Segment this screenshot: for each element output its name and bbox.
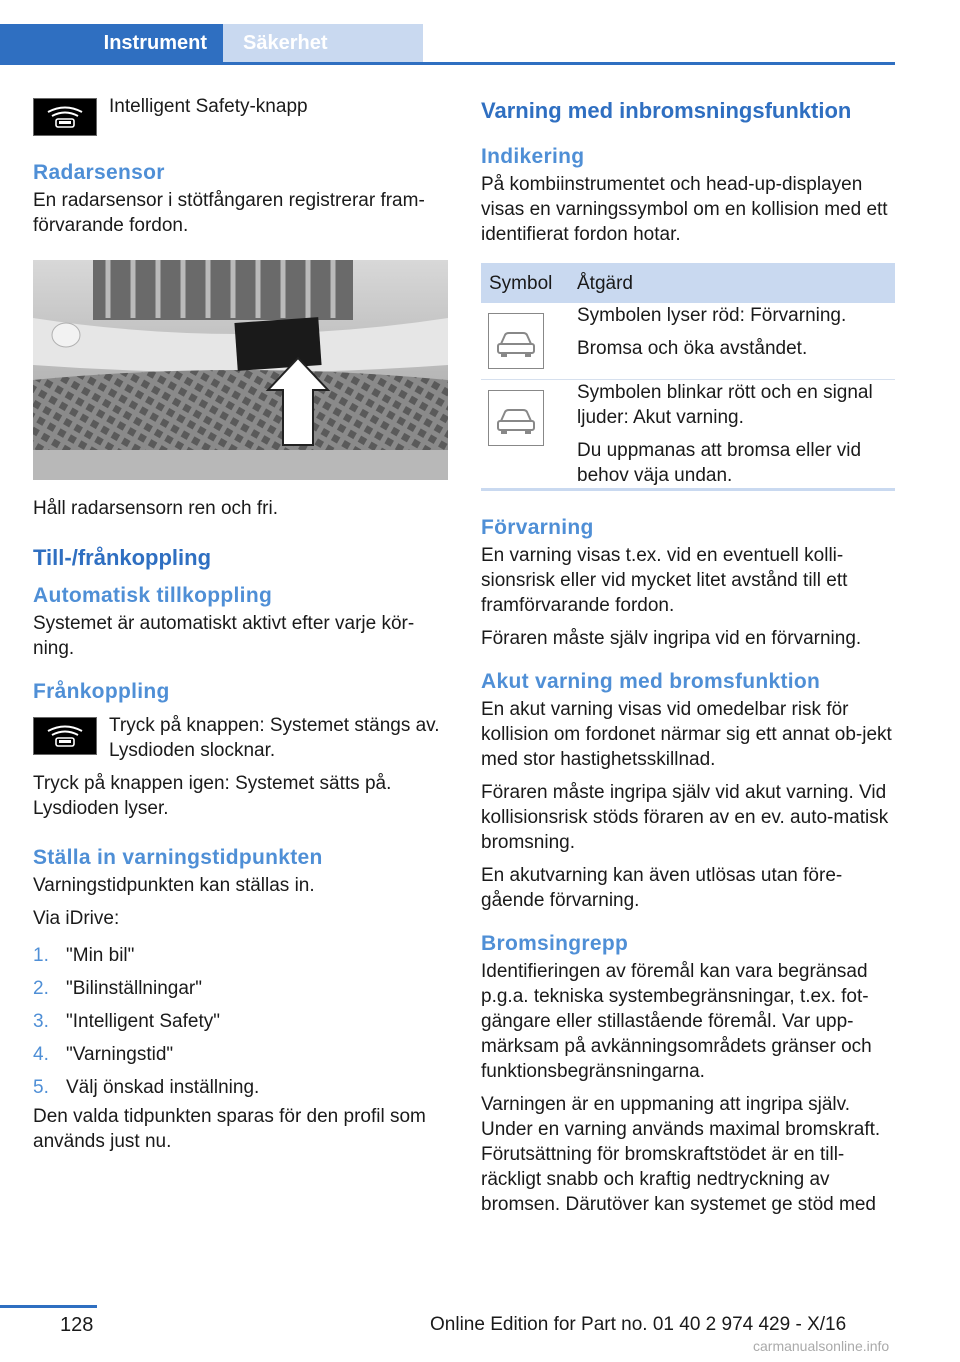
col-symbol: Symbol [481,263,577,303]
car-warning-icon [488,390,544,446]
auto-heading: Automatisk tillkoppling [33,584,273,607]
section-tabs [0,24,895,65]
col-action: Åtgärd [577,263,895,303]
list-item: 5. Välj önskad inställning. [33,1077,260,1098]
akut-text1: En akut varning visas vid omedelbar risk för kollision om fordonet närmar sig ett annat ob-jekt med stor hastighetsskillnad. [481,699,892,770]
indik-text: På kombiinstrumentet och head-up-displayen visas en varningssymbol om en kollision med ett identifierat fordon hotar. [481,174,888,245]
off-heading: Frånkoppling [33,680,170,703]
radar-text: En radarsensor i stötfångaren registrerar fram-förvarande fordon. [33,190,425,236]
table-header [481,263,895,303]
right-column [481,96,895,1217]
symbol-table [481,263,895,491]
intelligent-safety-button-icon [33,98,97,136]
forv-text2: Föraren måste själv ingripa vid en förvarning. [481,628,862,649]
profile-text: Den valda tidpunkten sparas för den profil som används just nu. [33,1106,426,1152]
radar-sensor-photo [33,260,448,480]
car-warning-icon [488,313,544,369]
off-text: Tryck på knappen: Systemet stängs av. Lysdioden slocknar. [109,715,440,761]
broms-heading: Bromsingrepp [481,932,629,955]
watermark: carmanualsonline.info [753,1338,890,1354]
radar-heading: Radarsensor [33,161,165,184]
forv-text1: En varning visas t.ex. vid en eventuell kolli-sionsrisk eller vid mycket litet avstånd till ett framförvarande fordon. [481,545,848,616]
indik-heading: Indikering [481,145,585,168]
footer-rule [0,1305,97,1308]
row1-line1: Symbolen lyser röd: Förvarning. [577,305,847,326]
intelligent-safety-button-icon [33,717,97,755]
timing-heading: Ställa in varningstidpunkten [33,846,323,869]
forv-heading: Förvarning [481,516,594,539]
via-text: Via iDrive: [33,908,120,929]
list-item: 2. "Bilinställningar" [33,978,202,999]
row1-line2: Bromsa och öka avståndet. [577,338,808,359]
main-heading: Varning med inbromsningsfunktion [481,98,852,123]
akut-text3: En akutvarning kan även utlösas utan före-gående förvarning. [481,865,843,911]
row2-line2: Du uppmanas att bromsa eller vid behov väja undan. [577,440,862,486]
list-item: 4. "Varningstid" [33,1044,174,1065]
list-item: 1. "Min bil" [33,945,135,966]
timing-text: Varningstidpunkten kan ställas in. [33,875,315,896]
table-row [481,380,895,490]
idrive-steps [33,939,448,1104]
broms-text2: Varningen är en uppmaning att ingripa själv. Under en varning används maximal bromskraft. Förutsättning för bromskraftstödet är en till-räckligt snabb och kraftig nedtryckning av bromsen. Därutöver kan systemet ge stöd med [481,1094,881,1215]
left-column [33,96,448,1154]
auto-text: Systemet är automatiskt aktivt efter varje kör-ning. [33,613,415,659]
row2-line1: Symbolen blinkar rött och en signal ljuder: Akut varning. [577,382,873,428]
akut-heading: Akut varning med bromsfunktion [481,670,821,693]
tab-sakerhet[interactable]: Säkerhet [223,24,423,62]
tab-instrument[interactable]: Instrument [0,24,223,62]
button-caption: Intelligent Safety-knapp [109,96,308,117]
table-row [481,303,895,380]
online-edition: Online Edition for Part no. 01 40 2 974 429 - X/16 [430,1314,847,1335]
list-item: 3. "Intelligent Safety" [33,1011,220,1032]
button-caption-row [33,96,448,136]
photo-caption: Håll radarsensorn ren och fri. [33,498,278,519]
onoff-heading: Till-/frånkoppling [33,545,212,570]
off-row [33,715,448,763]
broms-text1: Identifieringen av föremål kan vara begränsad p.g.a. tekniska systembegränsningar, t.ex. fot-gängare eller stillastående föremål. Var upp-märksam på avkänningsområdets gränser och funktionsbegränsningarna. [481,961,872,1082]
on-text: Tryck på knappen igen: Systemet sätts på. Lysdioden lyser. [33,773,392,819]
akut-text2: Föraren måste ingripa själv vid akut varning. Vid kollisionsrisk stöds föraren av en ev. auto-matisk bromsning. [481,782,889,853]
page-number: 128 [60,1314,94,1336]
